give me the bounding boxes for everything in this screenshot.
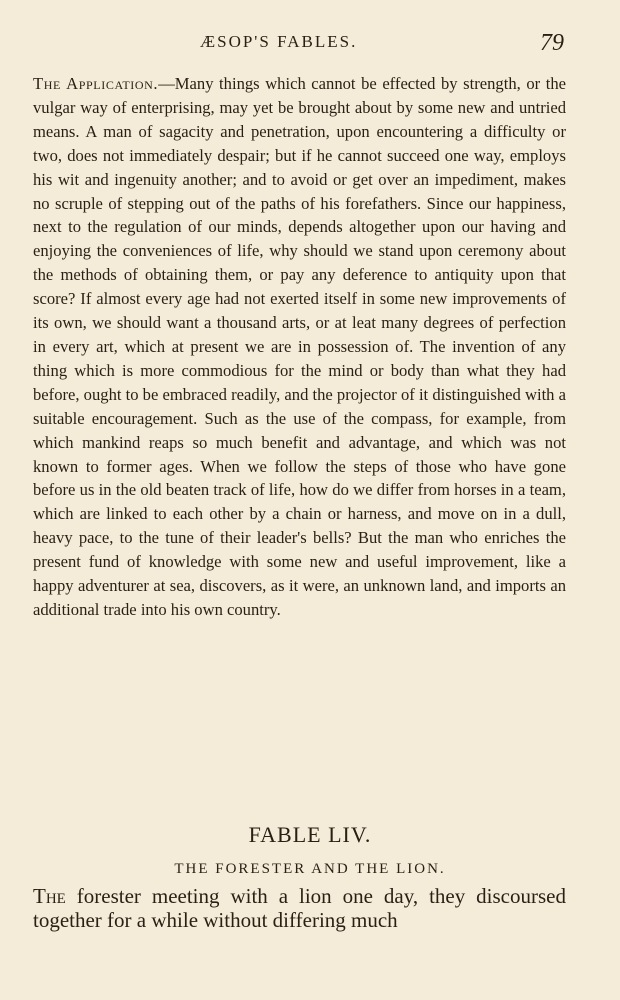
fable-body [33,884,566,932]
running-title: ÆSOP'S FABLES. [200,32,358,51]
page-number: 79 [540,30,564,56]
application-paragraph [33,72,566,622]
fable-subtitle: THE FORESTER AND THE LION. [174,861,446,877]
fable-dropcap: The [33,884,66,908]
running-head [0,30,620,60]
fable-heading: FABLE LIV. [248,822,372,847]
application-text: —Many things which cannot be effected by strength, or the vulgar way of enterprising, may yet be brought about by some new and untried means. A man of sagacity and penetration, upon encountering a difficulty or two, does not immediately despair; but if he cannot succeed one way, employs his wit and ingenuity another; and to avoid or get over an impediment, makes no scruple of stepping out of the paths of his forefathers. Since our happiness, next to the regulation of our minds, depends altogether upon our having and enjoying the conveniences of life, why should we stand upon ceremony about the methods of obtaining them, or pay any deference to antiquity upon that score? If almost every age had not exerted itself in some new improvements of its own, we should want a thousand arts, or at leat many degrees of perfection in every art, which at present we are in possession of. The invention of any thing which is more commodious for the mind or body than what they had before, ought to be embraced readily, and the projector of it distinguished with a suitable encouragement. Such as the use of the compass, for example, from which mankind reaps so much benefit and advantage, and which was not known to former ages. When we follow the steps of those who have gone before us in the old beaten track of life, how do we differ from horses in a team, which are linked to each other by a chain or harness, and move on in a dull, heavy pace, to the tune of their leader's bells? But the man who enriches the present fund of knowledge with some new and useful improvement, like a happy adventurer at sea, discovers, as it were, an unknown land, and imports an additional trade into his own country. [33,74,566,619]
fable-text: forester meeting with a lion one day, they discoursed together for a while without differing much [33,884,566,932]
application-lead: The Application. [33,74,159,93]
